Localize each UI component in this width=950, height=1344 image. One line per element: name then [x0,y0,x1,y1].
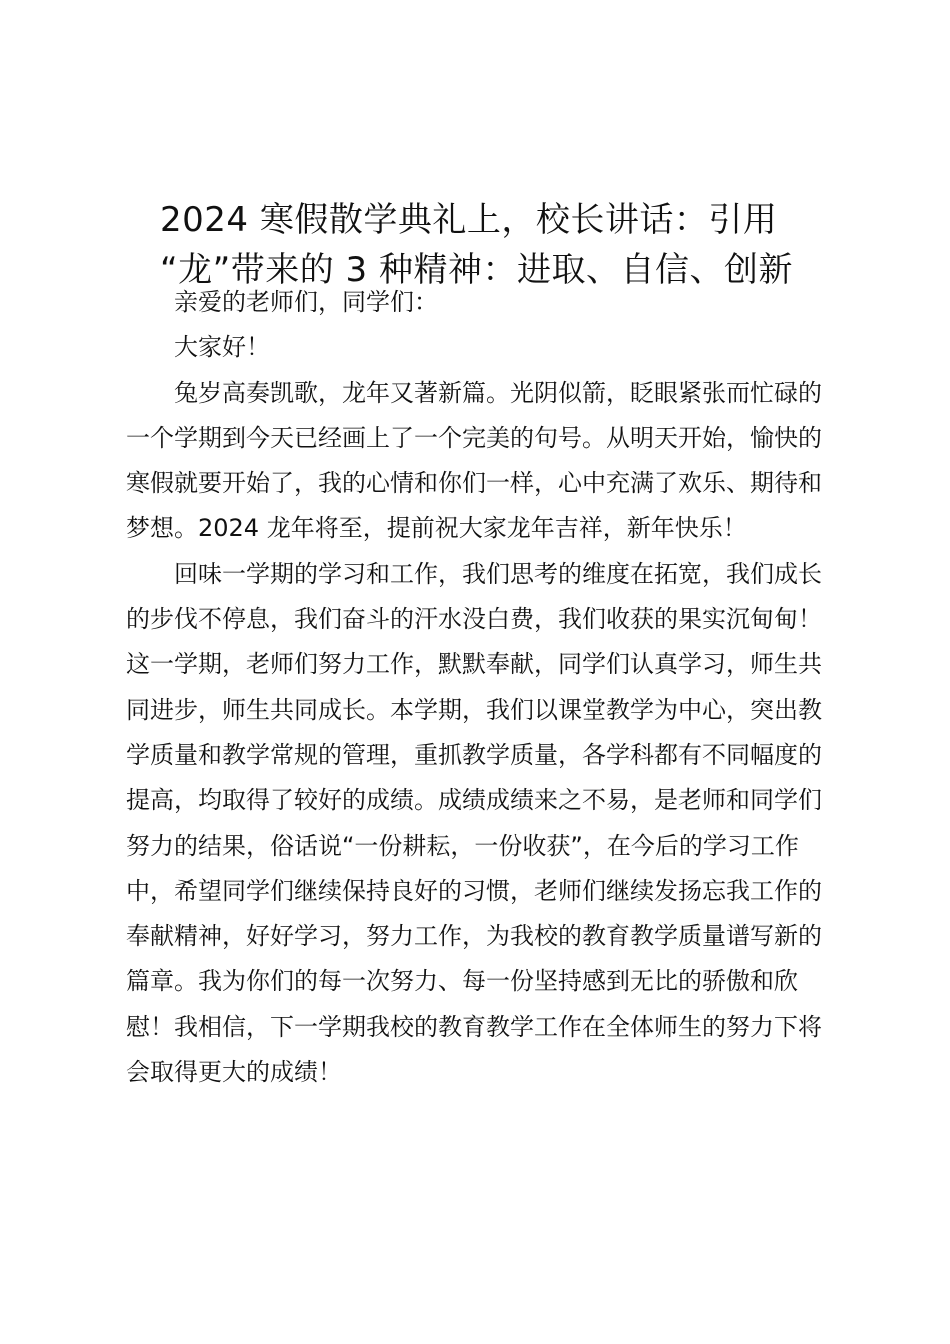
document-body [126,280,836,1095]
paragraph-1: 兔岁高奏凯歌，龙年又著新篇。光阴似箭，眨眼紧张而忙碌的一个学期到今天已经画上了一个完美的句号。从明天开始，愉快的寒假就要开始了，我的心情和你们一样，心中充满了欢乐、期待和梦想。2024 龙年将至，提前祝大家龙年吉祥，新年快乐！ [126,378,822,543]
salutation: 亲爱的老师们，同学们： [174,288,438,316]
paragraph-2: 回味一学期的学习和工作，我们思考的维度在拓宽，我们成长的步伐不停息，我们奋斗的汗水没白费，我们收获的果实沉甸甸！这一学期，老师们努力工作，默默奉献，同学们认真学习，师生共同进步，师生共同成长。本学期，我们以课堂教学为中心，突出教学质量和教学常规的管理，重抓教学质量，各学科都有不同幅度的提高，均取得了较好的成绩。成绩成绩来之不易，是老师和同学们努力的结果，俗话说“一份耕耘，一份收获”，在今后的学习工作中，希望同学们继续保持良好的习惯，老师们继续发扬忘我工作的奉献精神，好好学习，努力工作，为我校的教育教学质量谱写新的篇章。我为你们的每一次努力、每一份坚持感到无比的骄傲和欣慰！我相信，下一学期我校的教育教学工作在全体师生的努力下将会取得更大的成绩！ [126,559,822,1087]
title-line-1: 2024 寒假散学典礼上，校长讲话：引用 [160,199,778,240]
greeting: 大家好！ [174,333,270,362]
title-line-2: “龙”带来的 3 种精神：进取、自信、创新 [160,249,793,290]
